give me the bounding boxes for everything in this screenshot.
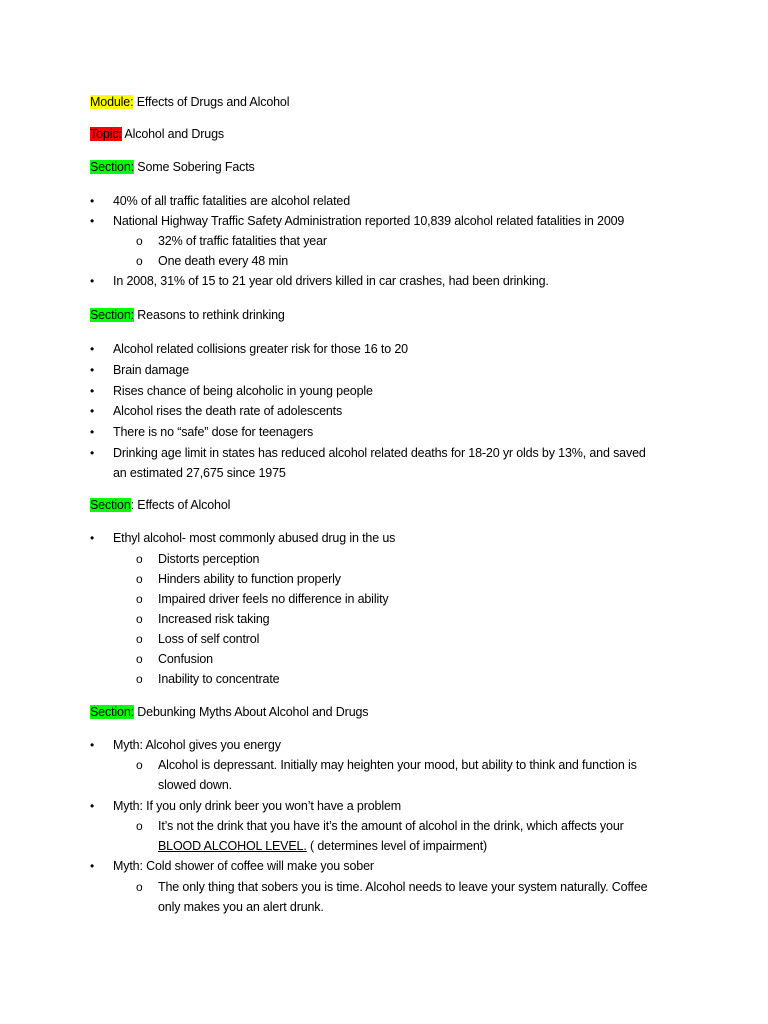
- sub-list-item: Hinders ability to function properly: [158, 572, 341, 586]
- sub-bullet-icon: o: [136, 819, 143, 833]
- sub-list-item: Increased risk taking: [158, 612, 270, 626]
- bullet-icon: •: [90, 404, 95, 418]
- sub-list-item: 32% of traffic fatalities that year: [158, 234, 327, 248]
- bullet-icon: •: [90, 425, 95, 439]
- module-label: Module:: [90, 95, 134, 109]
- bullet-icon: •: [90, 531, 95, 545]
- sub-list-item-continuation: [158, 838, 487, 854]
- list-item: Rises chance of being alcoholic in young people: [113, 384, 373, 398]
- list-item: Alcohol rises the death rate of adolescents: [113, 404, 343, 418]
- section-heading-effects-of-alcohol: [90, 497, 230, 513]
- module-line: [90, 94, 289, 110]
- bullet-icon: •: [90, 342, 95, 356]
- sub-bullet-icon: o: [136, 652, 143, 666]
- section-title: Debunking Myths About Alcohol and Drugs: [133, 705, 369, 719]
- sub-bullet-icon: o: [136, 592, 143, 606]
- bullet-icon: •: [90, 384, 95, 398]
- sub-list-item: Confusion: [158, 652, 213, 666]
- list-item: Alcohol related collisions greater risk for those 16 to 20: [113, 342, 408, 356]
- list-item: In 2008, 31% of 15 to 21 year old drivers killed in car crashes, had been drinking.: [113, 274, 549, 288]
- list-item: Myth: Alcohol gives you energy: [113, 738, 281, 752]
- list-item: National Highway Traffic Safety Administration reported 10,839 alcohol related fatalities in 2009: [113, 214, 625, 228]
- bullet-icon: •: [90, 194, 95, 208]
- section-title: : Effects of Alcohol: [130, 498, 231, 512]
- list-item: Brain damage: [113, 363, 190, 377]
- sub-bullet-icon: o: [136, 572, 143, 586]
- sub-bullet-icon: o: [136, 254, 143, 268]
- bullet-icon: •: [90, 274, 95, 288]
- section-label: Section: [90, 498, 131, 512]
- sub-list-item: Inability to concentrate: [158, 672, 280, 686]
- sub-list-item: Distorts perception: [158, 552, 260, 566]
- sub-list-item: Alcohol is depressant. Initially may heighten your mood, but ability to think and function is: [158, 758, 637, 772]
- section-heading-debunking-myths: [90, 704, 368, 720]
- bullet-icon: •: [90, 214, 95, 228]
- list-item: There is no “safe” dose for teenagers: [113, 425, 314, 439]
- bullet-icon: •: [90, 859, 95, 873]
- sub-bullet-icon: o: [136, 880, 143, 894]
- sub-bullet-icon: o: [136, 612, 143, 626]
- blood-alcohol-level-term: BLOOD ALCOHOL LEVEL.: [158, 839, 307, 853]
- list-item: Myth: If you only drink beer you won’t have a problem: [113, 799, 402, 813]
- topic-title: Alcohol and Drugs: [121, 127, 224, 141]
- section-label: Section:: [90, 705, 134, 719]
- section-label: Section:: [90, 308, 134, 322]
- bullet-icon: •: [90, 363, 95, 377]
- sub-list-item: The only thing that sobers you is time. Alcohol needs to leave your system naturally. Coffee: [158, 880, 648, 894]
- sub-list-item: It’s not the drink that you have it’s the amount of alcohol in the drink, which affects your: [158, 819, 624, 833]
- sub-bullet-icon: o: [136, 552, 143, 566]
- section-title: Reasons to rethink drinking: [133, 308, 285, 322]
- sub-bullet-icon: o: [136, 234, 143, 248]
- sub-list-item: Impaired driver feels no difference in ability: [158, 592, 389, 606]
- bullet-icon: •: [90, 446, 95, 460]
- module-title: Effects of Drugs and Alcohol: [133, 95, 290, 109]
- bullet-icon: •: [90, 799, 95, 813]
- list-item: Myth: Cold shower of coffee will make you sober: [113, 859, 374, 873]
- list-item-continuation: an estimated 27,675 since 1975: [113, 466, 286, 480]
- list-item: Drinking age limit in states has reduced alcohol related deaths for 18-20 yr olds by 13%, and saved: [113, 446, 646, 460]
- section-title: Some Sobering Facts: [133, 160, 255, 174]
- sub-list-item-continuation: only makes you an alert drunk.: [158, 900, 324, 914]
- section-heading-sobering-facts: [90, 159, 255, 175]
- list-item: Ethyl alcohol- most commonly abused drug in the us: [113, 531, 396, 545]
- sub-bullet-icon: o: [136, 632, 143, 646]
- sub-list-item: Loss of self control: [158, 632, 260, 646]
- topic-line: [90, 126, 224, 142]
- impairment-note: ( determines level of impairment): [306, 839, 488, 853]
- sub-bullet-icon: o: [136, 672, 143, 686]
- topic-label: Topic:: [90, 127, 122, 141]
- sub-list-item-continuation: slowed down.: [158, 778, 232, 792]
- sub-bullet-icon: o: [136, 758, 143, 772]
- list-item: 40% of all traffic fatalities are alcohol related: [113, 194, 350, 208]
- section-heading-rethink-drinking: [90, 307, 285, 323]
- sub-list-item: One death every 48 min: [158, 254, 289, 268]
- section-label: Section:: [90, 160, 134, 174]
- bullet-icon: •: [90, 738, 95, 752]
